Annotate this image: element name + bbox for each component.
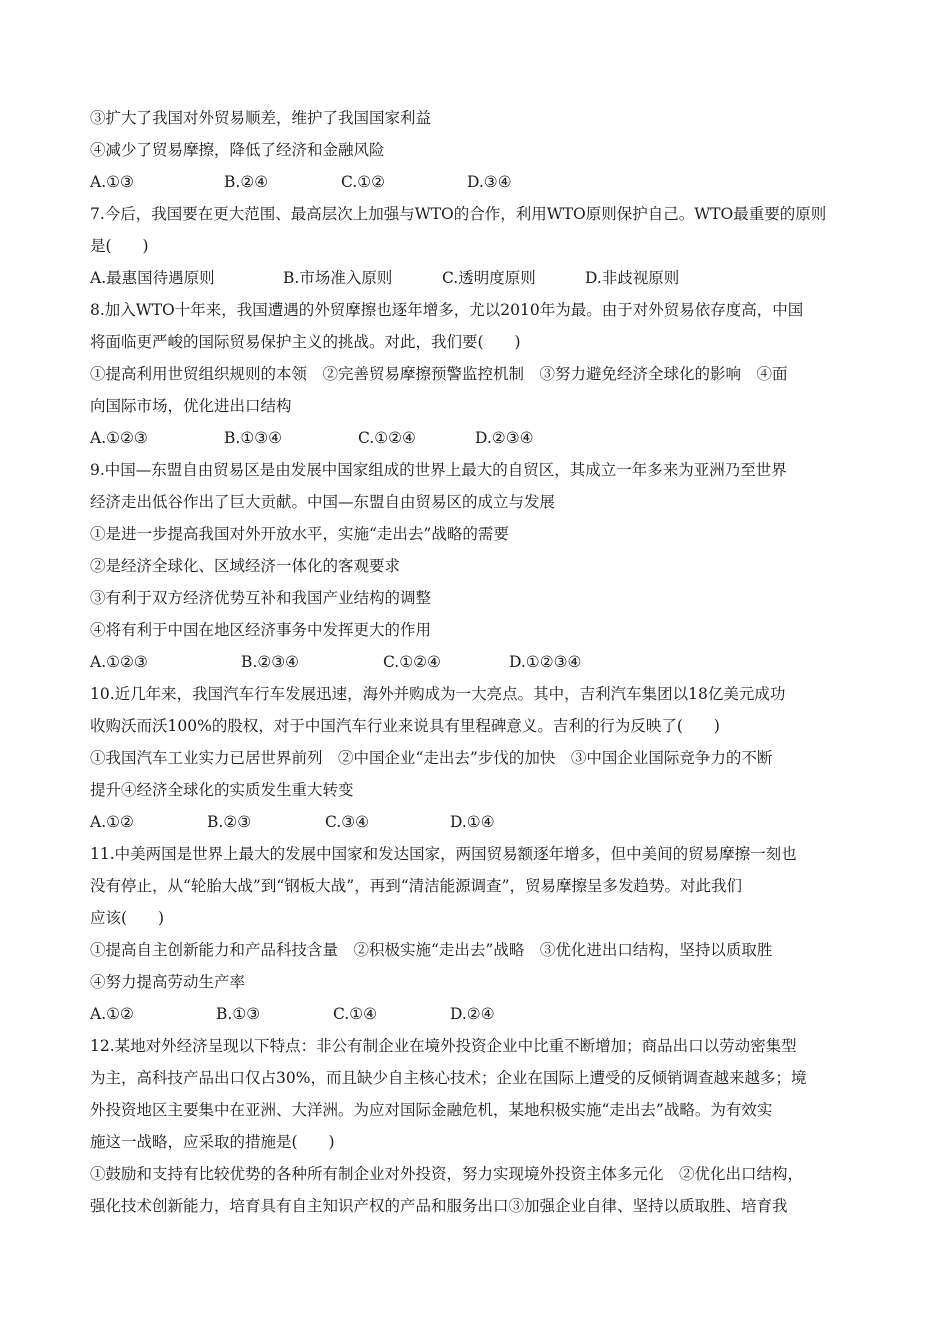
- q9-option-d: D.①②③④: [509, 653, 582, 671]
- q11-options: [90, 1004, 870, 1024]
- q11-statements-line-1: ①提高自主创新能力和产品科技含量 ②积极实施“走出去”战略 ③优化进出口结构，坚持以质取胜: [90, 941, 773, 959]
- q8-statements-line-1: ①提高利用世贸组织规则的本领 ②完善贸易摩擦预警监控机制 ③努力避免经济全球化的影响 ④面: [90, 365, 788, 383]
- q12-statements-line-1: ①鼓励和支持有比较优势的各种所有制企业对外投资，努力实现境外投资主体多元化 ②优化出口结构，: [90, 1165, 804, 1183]
- q12-statements-line-2: 强化技术创新能力，培育具有自主知识产权的产品和服务出口③加强企业自律、坚持以质取胜、培育我: [90, 1197, 788, 1215]
- q9-options: [90, 652, 870, 672]
- q11-stem-line-3: 应该( ): [90, 909, 165, 927]
- q8-statements-line-2: 向国际市场，优化进出口结构: [90, 397, 292, 415]
- q8-stem-line-2: 将面临更严峻的国际贸易保护主义的挑战。对此，我们要( ): [90, 333, 521, 351]
- q8-option-c: C.①②④: [358, 429, 416, 447]
- q6-option-a: A.①③: [90, 173, 134, 191]
- q9-option-b: B.②③④: [241, 653, 300, 671]
- q7-option-b: B.市场准入原则: [283, 269, 393, 287]
- q9-statement-2: ②是经济全球化、区域经济一体化的客观要求: [90, 557, 401, 575]
- q8-stem-line-1: 8.加入WTO十年来，我国遭遇的外贸摩擦也逐年增多，尤以2010年为最。由于对外贸易依存度高，中国: [90, 301, 804, 319]
- q6-statement-3: ③扩大了我国对外贸易顺差，维护了我国国家利益: [90, 109, 432, 127]
- q12-stem-line-2: 为主，高科技产品出口仅占30%，而且缺少自主核心技术；企业在国际上遭受的反倾销调查越来越多；境: [90, 1069, 807, 1087]
- q8-option-a: A.①②③: [90, 429, 148, 447]
- q12-stem-line-4: 施这一战略，应采取的措施是( ): [90, 1133, 335, 1151]
- q12-stem-line-3: 外投资地区主要集中在亚洲、大洋洲。为应对国际金融危机，某地积极实施“走出去”战略。为有效实: [90, 1101, 773, 1119]
- q6-option-c: C.①②: [341, 173, 386, 191]
- q9-stem-line-1: 9.中国—东盟自由贸易区是由发展中国家组成的世界上最大的自贸区，其成立一年多来为亚洲乃至世界: [90, 461, 787, 479]
- q6-statement-4: ④减少了贸易摩擦，降低了经济和金融风险: [90, 141, 385, 159]
- q11-statements-line-2: ④努力提高劳动生产率: [90, 973, 246, 991]
- q7-option-d: D.非歧视原则: [585, 269, 680, 287]
- q6-option-d: D.③④: [467, 173, 512, 191]
- q9-option-c: C.①②④: [383, 653, 441, 671]
- q11-option-c: C.①④: [333, 1005, 378, 1023]
- q9-statement-1: ①是进一步提高我国对外开放水平，实施“走出去”战略的需要: [90, 525, 509, 543]
- q10-statements-line-2: 提升④经济全球化的实质发生重大转变: [90, 781, 354, 799]
- q9-option-a: A.①②③: [90, 653, 148, 671]
- q10-statements-line-1: ①我国汽车工业实力已居世界前列 ②中国企业“走出去”步伐的加快 ③中国企业国际竞争力的不断: [90, 749, 773, 767]
- q10-stem-line-1: 10.近几年来，我国汽车行车发展迅速，海外并购成为一大亮点。其中，吉利汽车集团以18亿美元成功: [90, 685, 786, 703]
- q11-option-b: B.①③: [216, 1005, 261, 1023]
- q7-options: [90, 268, 870, 288]
- q11-option-d: D.②④: [450, 1005, 495, 1023]
- q11-stem-line-2: 没有停止，从“轮胎大战”到“钢板大战”，再到“清洁能源调查”，贸易摩擦呈多发趋势。对此我们: [90, 877, 743, 895]
- q11-stem-line-1: 11.中美两国是世界上最大的发展中国家和发达国家，两国贸易额逐年增多，但中美间的贸易摩擦一刻也: [90, 845, 797, 863]
- q9-stem-line-2: 经济走出低谷作出了巨大贡献。中国—东盟自由贸易区的成立与发展: [90, 493, 556, 511]
- q9-statement-3: ③有利于双方经济优势互补和我国产业结构的调整: [90, 589, 432, 607]
- q8-option-d: D.②③④: [475, 429, 534, 447]
- q7-option-c: C.透明度原则: [442, 269, 536, 287]
- q10-option-a: A.①②: [90, 813, 134, 831]
- q7-option-a: A.最惠国待遇原则: [90, 269, 215, 287]
- q7-stem-line-2: 是( ): [90, 237, 149, 255]
- q8-options: [90, 428, 870, 448]
- q7-stem-line-1: 7.今后，我国要在更大范围、最高层次上加强与WTO的合作，利用WTO原则保护自己。WTO最重要的原则: [90, 205, 827, 223]
- q10-option-d: D.①④: [450, 813, 495, 831]
- q10-stem-line-2: 收购沃而沃100%的股权，对于中国汽车行业来说具有里程碑意义。吉利的行为反映了( ): [90, 717, 720, 735]
- q10-options: [90, 812, 870, 832]
- q10-option-b: B.②③: [207, 813, 252, 831]
- q10-option-c: C.③④: [325, 813, 370, 831]
- q6-option-b: B.②④: [224, 173, 269, 191]
- q11-option-a: A.①②: [90, 1005, 134, 1023]
- q12-stem-line-1: 12.某地对外经济呈现以下特点：非公有制企业在境外投资企业中比重不断增加；商品出口以劳动密集型: [90, 1037, 797, 1055]
- q6-options: [90, 172, 870, 192]
- q9-statement-4: ④将有利于中国在地区经济事务中发挥更大的作用: [90, 621, 432, 639]
- q8-option-b: B.①③④: [224, 429, 283, 447]
